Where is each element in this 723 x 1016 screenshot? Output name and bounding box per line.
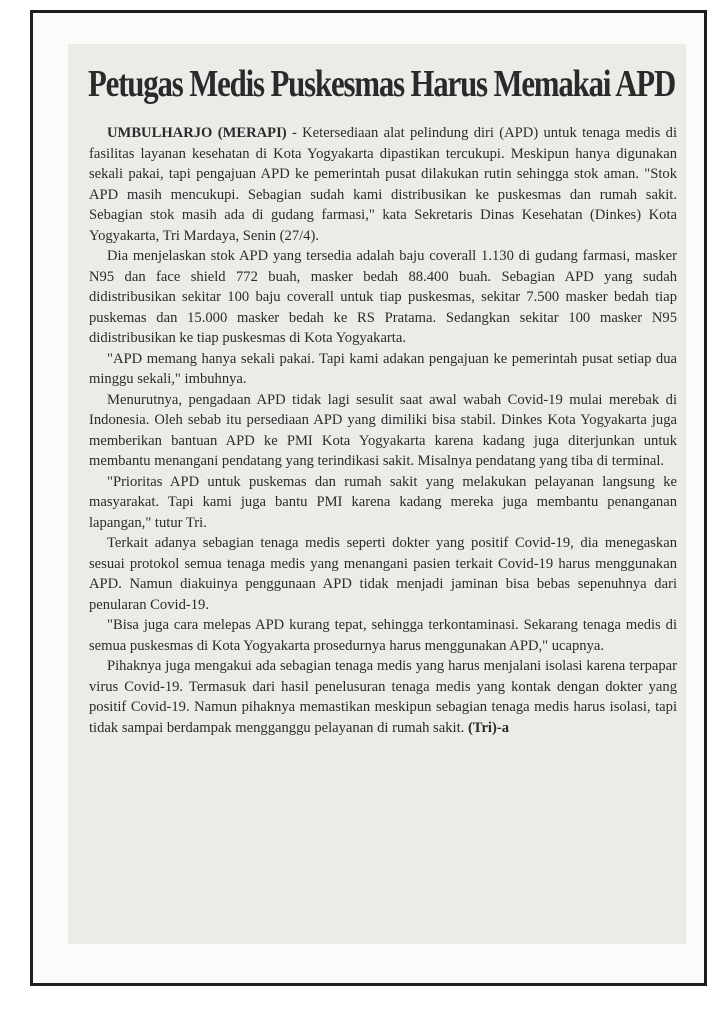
article-headline: Petugas Medis Puskesmas Harus Memakai APD bbox=[88, 63, 676, 105]
article-paragraph: "Bisa juga cara melepas APD kurang tepat, sehingga terkontaminasi. Sekarang tenaga medis di semua puskesmas di Kota Yogyakarta prosedurnya harus menggunakan APD," ucapnya. bbox=[89, 617, 677, 654]
article-dateline: UMBULHARJO (MERAPI) bbox=[107, 125, 287, 141]
article-paragraph bbox=[89, 656, 677, 738]
article-body bbox=[89, 123, 677, 738]
article-paragraph bbox=[89, 123, 677, 246]
article-paragraph: Dia menjelaskan stok APD yang tersedia adalah baju coverall 1.130 di gudang farmasi, masker N95 dan face shield 772 buah, masker bedah 88.400 buah. Sebagian APD yang sudah didistribusikan sekitar 100 baju coverall untuk tiap puskesmas, sekitar 7.500 masker bedah tiap puskemas dan 15.000 masker bedah ke RS Pratama. Sedangkan sekitar 100 masker N95 didistribusikan ke tiap puskesmas di Kota Yogyakarta. bbox=[89, 248, 677, 346]
article-paragraph: "Prioritas APD untuk puskemas dan rumah sakit yang melakukan pelayanan langsung ke masyarakat. Tapi kami juga bantu PMI karena kadang mereka juga membantu penanganan lapangan," tutur Tri. bbox=[89, 473, 677, 531]
article-paragraph: Menurutnya, pengadaan APD tidak lagi sesulit saat awal wabah Covid-19 mulai merebak di Indonesia. Oleh sebab itu persediaan APD yang dimiliki bisa stabil. Dinkes Kota Yogyakarta juga memberikan bantuan APD ke PMI Kota Yogyakarta karena kadang juga diterjunkan untuk membantu menangani pendatang yang terindikasi sakit. Misalnya pendatang yang tiba di terminal. bbox=[89, 391, 677, 469]
paragraph-text: - Ketersediaan alat pelindung diri (APD) untuk tenaga medis di fasilitas layanan kesehatan di Kota Yogyakarta dipastikan tercukupi. Meskipun hanya digunakan sekali pakai, tapi pengajuan APD ke pemerintah pusat dilakukan rutin sehingga stok aman. "Stok APD masih mencukupi. Sebagian sudah kami distribusikan ke puskesmas dan rumah sakit. Sebagian stok masih ada di gudang farmasi," kata Sekretaris Dinas Kesehatan (Dinkes) Kota Yogyakarta, Tri Mardaya, Senin (27/4). bbox=[89, 125, 677, 244]
paragraph-text: Pihaknya juga mengakui ada sebagian tenaga medis yang harus menjalani isolasi karena terpapar virus Covid-19. Termasuk dari hasil penelusuran tenaga medis yang kontak dengan dokter yang positif Covid-19. Namun pihaknya memastikan meskipun sebagian tenaga medis harus isolasi, tapi tidak sampai berdampak mengganggu pelayanan di rumah sakit. bbox=[89, 658, 677, 736]
article-paragraph: Terkait adanya sebagian tenaga medis seperti dokter yang positif Covid-19, dia menegaskan sesuai protokol semua tenaga medis yang menangani pasien terkait Covid-19 harus menggunakan APD. Namun diakuinya penggunaan APD tidak menjadi jaminan bisa bebas sepenuhnya dari penularan Covid-19. bbox=[89, 535, 677, 613]
article-signoff: (Tri)-a bbox=[467, 719, 509, 736]
article-paragraph: "APD memang hanya sekali pakai. Tapi kami adakan pengajuan ke pemerintah pusat setiap dua minggu sekali," imbuhnya. bbox=[89, 350, 677, 387]
